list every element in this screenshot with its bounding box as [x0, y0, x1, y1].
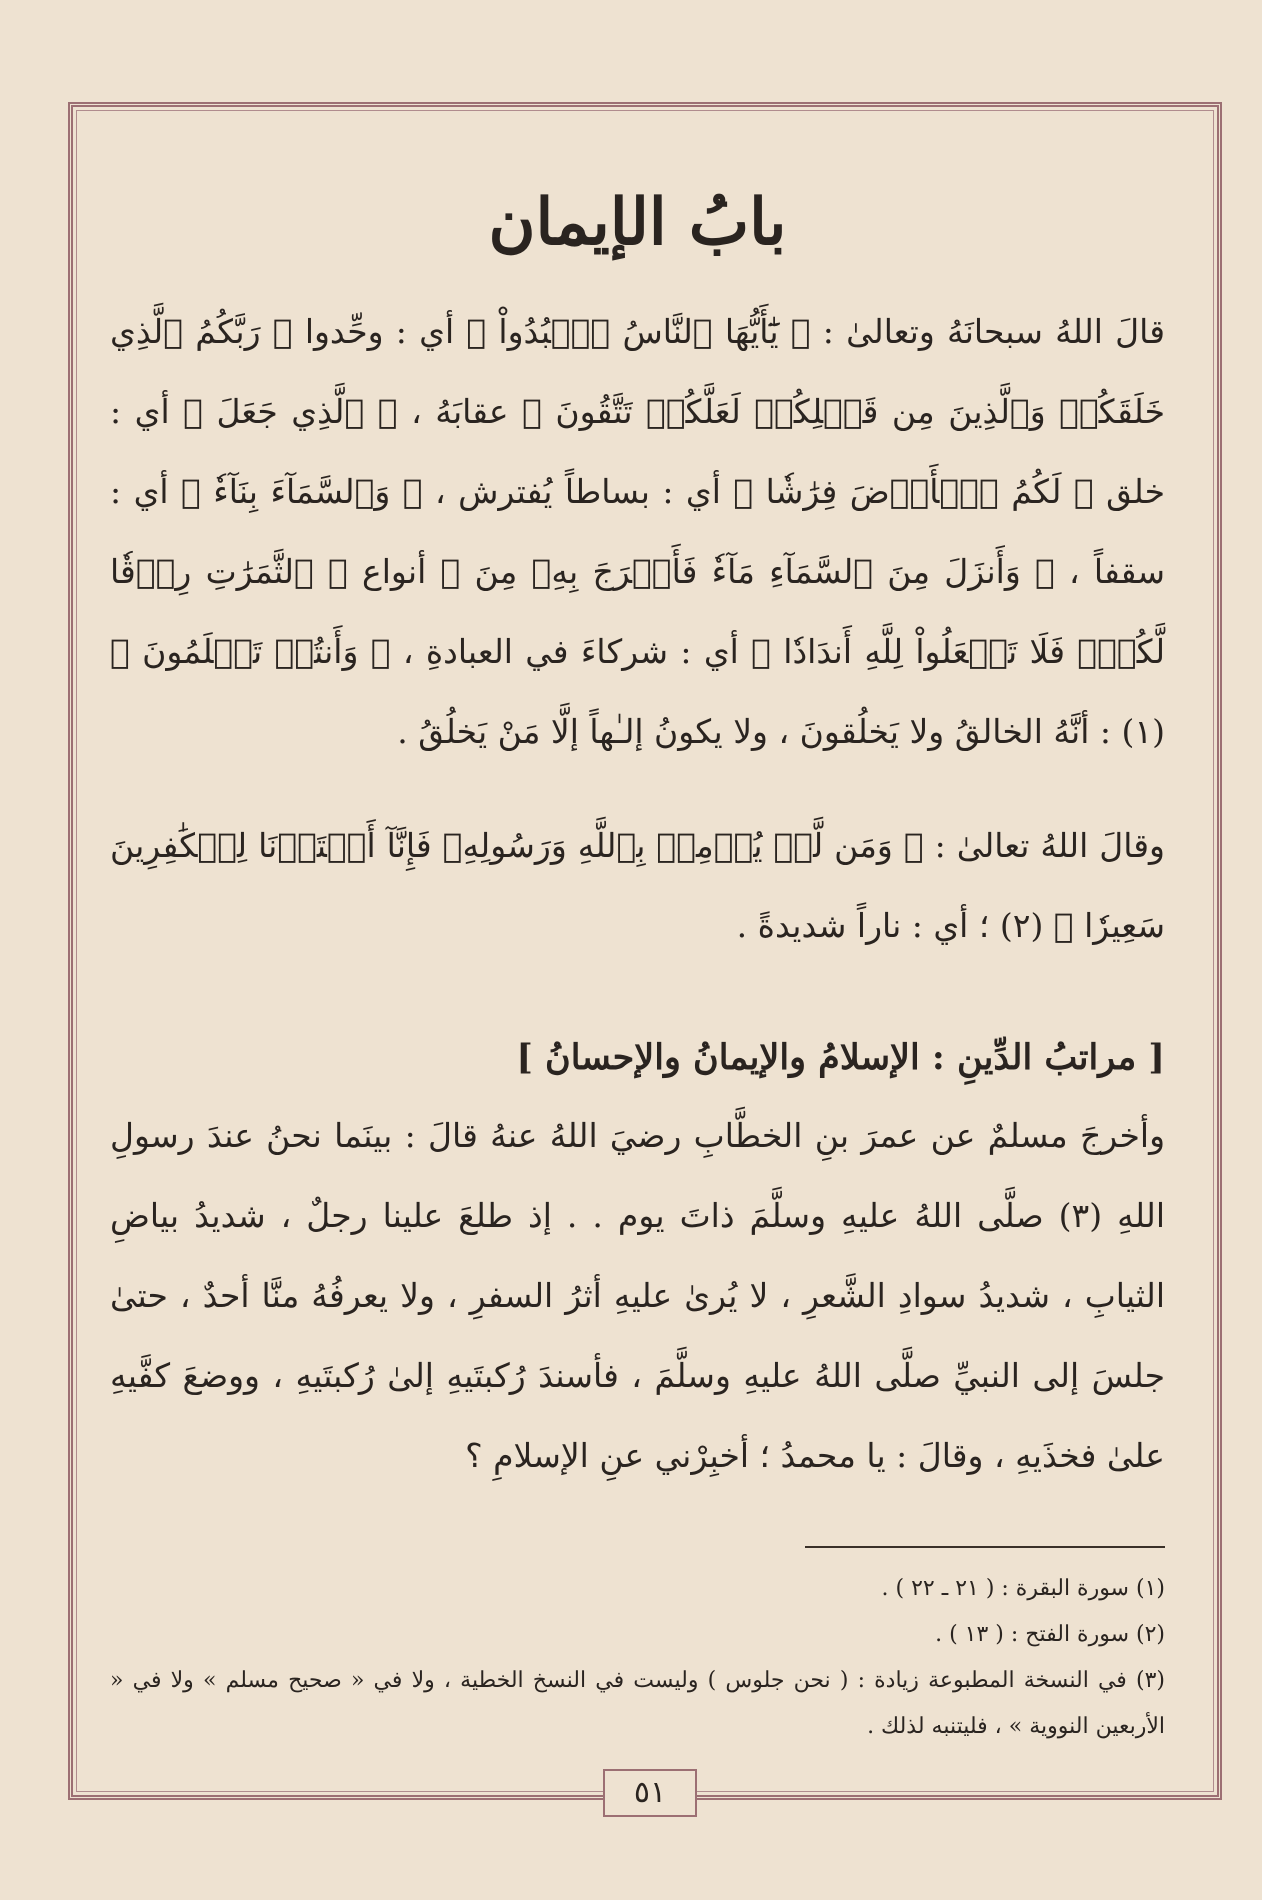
page-content — [110, 185, 1165, 1750]
section-heading: [ مراتبُ الدِّينِ : الإسلامُ والإيمانُ والإحسانُ ] — [516, 1037, 1165, 1078]
footnote: (٢) سورة الفتح : ( ١٣ ) . — [935, 1622, 1165, 1647]
page-number: ٥١ — [603, 1769, 697, 1817]
footnote-separator — [805, 1546, 1165, 1548]
footnote: (١) سورة البقرة : ( ٢١ ـ ٢٢ ) . — [881, 1576, 1165, 1601]
paragraph: قالَ اللهُ سبحانَهُ وتعالىٰ : ﴿ يَٰٓأَيُّهَا ٱلنَّاسُ ٱعۡبُدُواْ ﴾ أي : وحِّدوا ﴿ رَبَّكُمُ ٱلَّذِي خَلَقَكُمۡ وَٱلَّذِينَ مِن قَبۡلِكُمۡ لَعَلَّكُمۡ تَتَّقُونَ ﴾ عقابَهُ ، ﴿ ٱلَّذِي جَعَلَ ﴾ أي : خلق ﴿ لَكُمُ ٱلۡأَرۡضَ فِرَٰشٗا ﴾ أي : بساطاً يُفترش ، ﴿ وَٱلسَّمَآءَ بِنَآءٗ ﴾ أي : سقفاً ، ﴿ وَأَنزَلَ مِنَ ٱلسَّمَآءِ مَآءٗ فَأَخۡرَجَ بِهِۦ مِنَ ﴾ أنواع ﴿ ٱلثَّمَرَٰتِ رِزۡقٗا لَّكُمۡۖ فَلَا تَجۡعَلُواْ لِلَّهِ أَندَادٗا ﴾ أي : شركاءَ في العبادةِ ، ﴿ وَأَنتُمۡ تَعۡلَمُونَ ﴾ (١) : أنَّهُ الخالقُ ولا يَخلُقونَ ، ولا يكونُ إلـٰهاً إلَّا مَنْ يَخلُقُ . — [110, 312, 1165, 751]
paragraph: وقالَ اللهُ تعالىٰ : ﴿ وَمَن لَّمۡ يُؤۡمِنۢ بِٱللَّهِ وَرَسُولِهِۦ فَإِنَّآ أَعۡتَدۡنَا لِلۡكَٰفِرِينَ سَعِيرٗا ﴾ (٢) ؛ أي : ناراً شديدةً . — [110, 826, 1165, 945]
footnote: (٣) في النسخة المطبوعة زيادة : ( نحن جلوس ) وليست في النسخ الخطية ، ولا في « صحيح مسلم » ولا في « الأربعين النووية » ، فليتنبه لذلك . — [110, 1668, 1165, 1739]
paragraph: وأخرجَ مسلمٌ عن عمرَ بنِ الخطَّابِ رضيَ اللهُ عنهُ قالَ : بينَما نحنُ عندَ رسولِ اللهِ (٣) صلَّى اللهُ عليهِ وسلَّمَ ذاتَ يوم . . إذ طلعَ علينا رجلٌ ، شديدُ بياضِ الثيابِ ، شديدُ سوادِ الشَّعرِ ، لا يُرىٰ عليهِ أثرُ السفرِ ، ولا يعرفُهُ منَّا أحدٌ ، حتىٰ جلسَ إلى النبيِّ صلَّى اللهُ عليهِ وسلَّمَ ، فأسندَ رُكبتَيهِ إلىٰ رُكبتَيهِ ، ووضعَ كفَّيهِ علىٰ فخذَيهِ ، وقالَ : يا محمدُ ؛ أخبِرْني عنِ الإسلامِ ؟ — [110, 1116, 1165, 1475]
chapter-title: بابُ الإيمان — [488, 185, 787, 260]
